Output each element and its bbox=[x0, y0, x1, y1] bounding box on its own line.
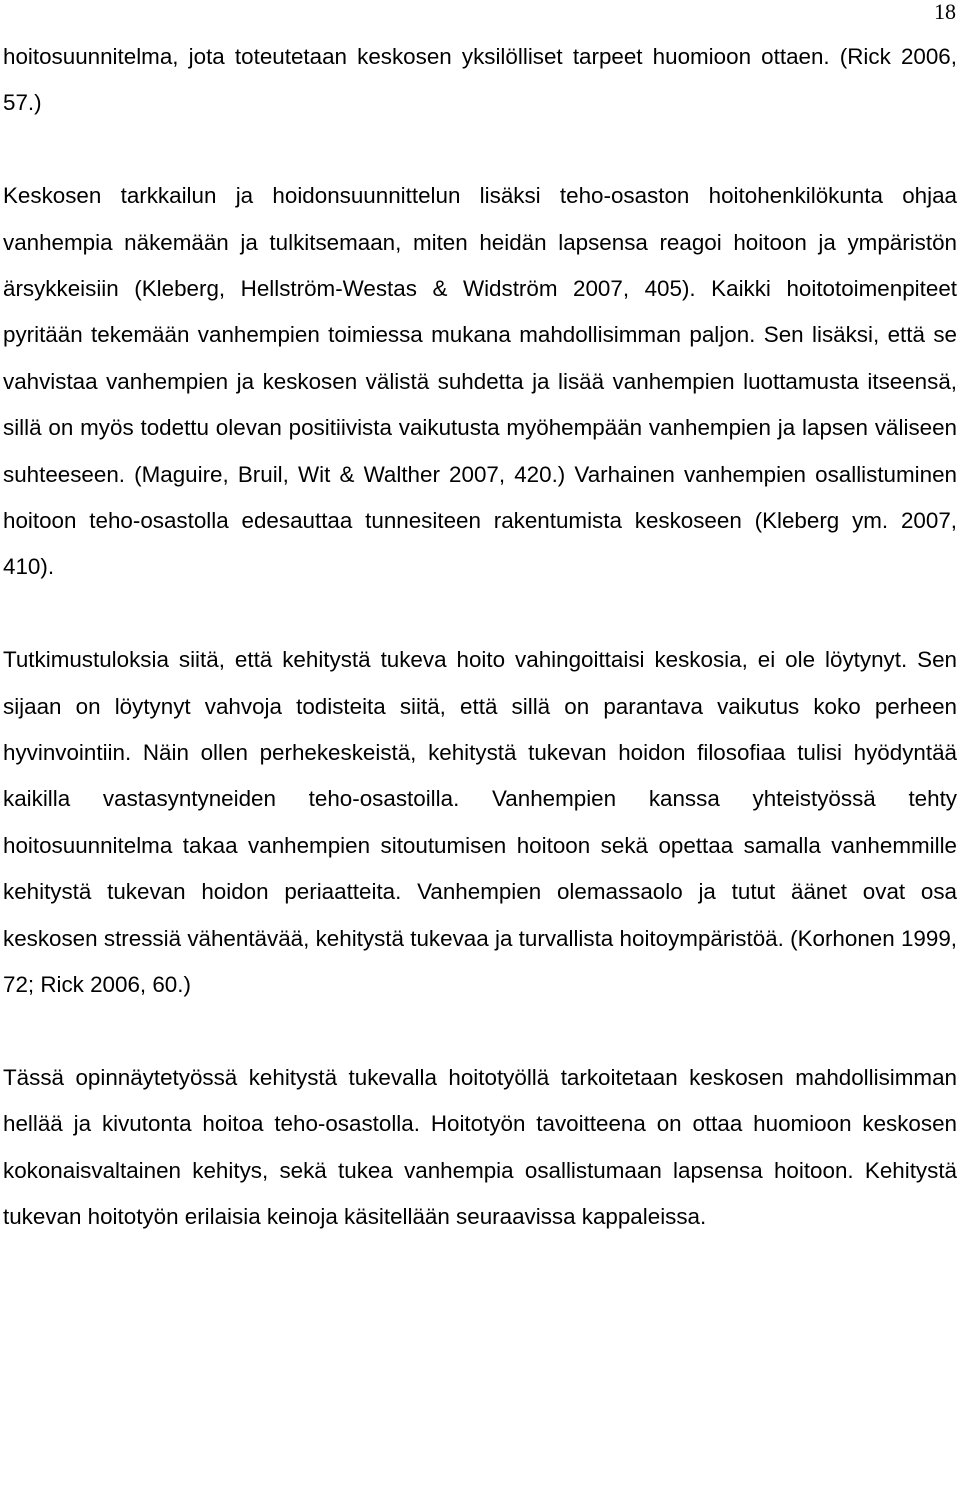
paragraph-parent-involvement: Keskosen tarkkailun ja hoidonsuunnittelun lisäksi teho-osaston hoitohenkilökunta ohjaa vanhempia näkemään ja tulkitsemaan, miten heidän lapsensa reagoi hoitoon ja ympäristön ärsykkeisiin (Kleberg, Hellström-Westas & Widström 2007, 405). Kaikki hoitotoimenpiteet pyritään tekemään vanhempien toimiessa mukana mahdollisimman paljon. Sen lisäksi, että se vahvistaa vanhempien ja keskosen välistä suhdetta ja lisää vanhempien luottamusta itseensä, sillä on myös todettu olevan positiivista vaikutusta myöhempään vanhempien ja lapsen väliseen suhteeseen. (Maguire, Bruil, Wit & Walther 2007, 420.) Varhainen vanhempien osallistuminen hoitoon teho-osastolla edesauttaa tunnesiteen rakentumista keskoseen (Kleberg ym. 2007, 410). bbox=[3, 183, 957, 580]
paragraph-continuation: hoitosuunnitelma, jota toteutetaan keskosen yksilölliset tarpeet huomioon ottaen. (Rick 2006, 57.) bbox=[3, 44, 957, 116]
page-number: 18 bbox=[934, 0, 956, 24]
paragraph-thesis-definition: Tässä opinnäytetyössä kehitystä tukevalla hoitotyöllä tarkoitetaan keskosen mahdollisimman hellää ja kivutonta hoitoa teho-osastolla. Hoitotyön tavoitteena on ottaa huomioon keskosen kokonaisvaltainen kehitys, sekä tukea vanhempia osallistumaan lapsensa hoitoon. Kehitystä tukevan hoitotyön erilaisia keinoja käsitellään seuraavissa kappaleissa. bbox=[3, 1064, 957, 1230]
paragraph-research-findings: Tutkimustuloksia siitä, että kehitystä tukeva hoito vahingoittaisi keskosia, ei ole löytynyt. Sen sijaan on löytynyt vahvoja todisteita siitä, että sillä on parantava vaikutus koko perheen hyvinvointiin. Näin ollen perhekeskeistä, kehitystä tukevan hoidon filosofiaa tulisi hyödyntää kaikilla vastasyntyneiden teho-osastoilla. Vanhempien kanssa yhteistyössä tehty hoitosuunnitelma takaa vanhempien sitoutumisen hoitoon sekä opettaa samalla vanhemmille kehitystä tukevan hoidon periaatteita. Vanhempien olemassaolo ja tutut äänet ovat osa keskosen stressiä vähentävää, kehitystä tukevaa ja turvallista hoitoympäristöä. (Korhonen 1999, 72; Rick 2006, 60.) bbox=[3, 647, 957, 998]
document-body bbox=[3, 34, 957, 1241]
